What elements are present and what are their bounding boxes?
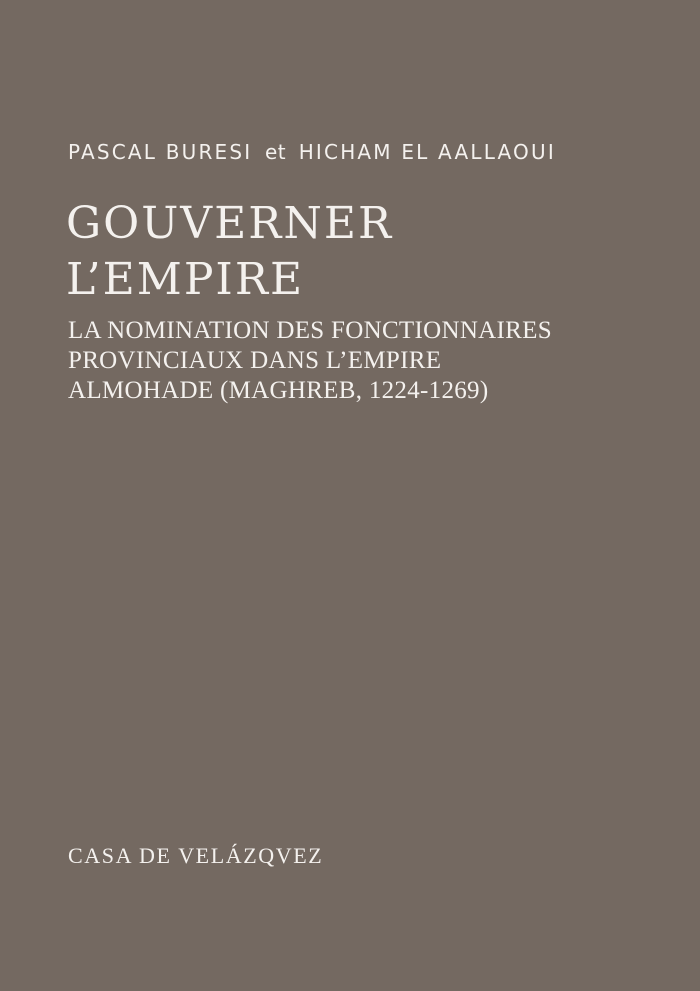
subtitle-line-3: ALMOHADE (MAGHREB, 1224-1269) <box>68 377 489 404</box>
title-line-2: L’EMPIRE <box>66 254 305 305</box>
subtitle-line-1: LA NOMINATION DES FONCTIONNAIRES <box>68 317 552 344</box>
authors-line <box>68 142 556 162</box>
book-title <box>66 196 393 308</box>
author-conjunction: et <box>264 140 287 164</box>
subtitle-line-2: PROVINCIAUX DANS L’EMPIRE <box>68 347 442 374</box>
title-line-1: GOUVERNER <box>66 198 394 249</box>
author-first: PASCAL BURESI <box>68 140 253 164</box>
book-subtitle <box>68 316 552 406</box>
author-second: HICHAM EL AALLAOUI <box>298 140 556 164</box>
publisher-name: CASA DE VELÁZQVEZ <box>68 843 324 868</box>
